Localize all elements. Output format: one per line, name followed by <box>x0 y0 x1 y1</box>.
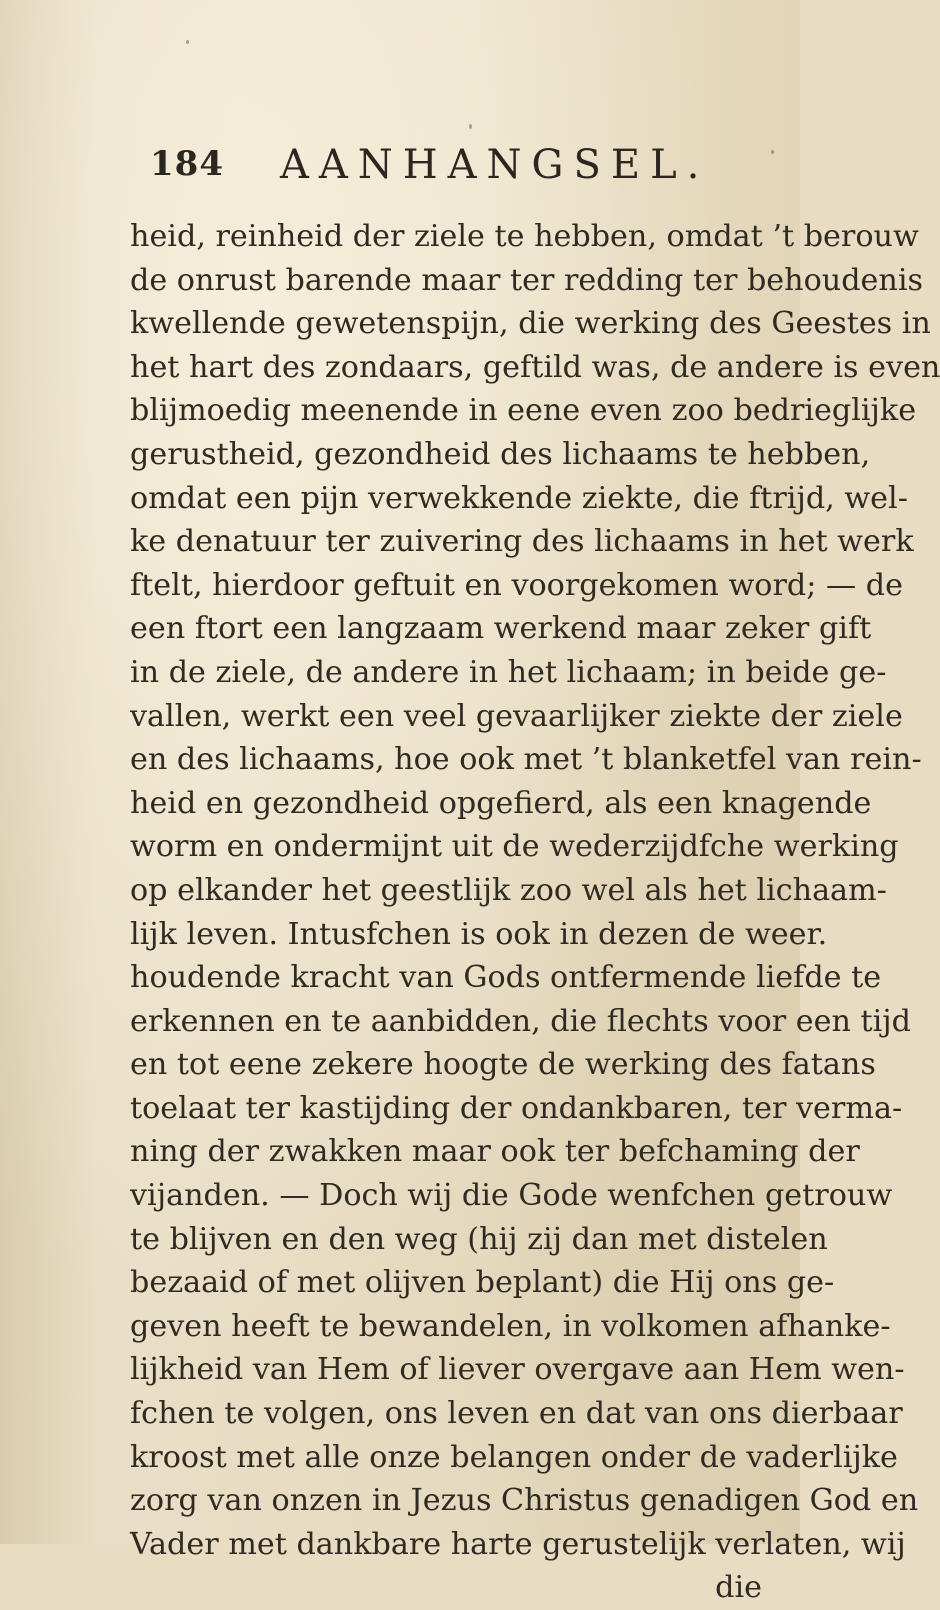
text-line: de onrust barende maar ter redding ter behoudenis <box>130 262 924 298</box>
page-number: 184 <box>150 144 224 184</box>
text-line: erkennen en te aanbidden, die flechts voor een tijd <box>130 1003 911 1039</box>
text-line: Vader met dankbare harte gerustelijk verlaten, wij <box>130 1526 906 1562</box>
text-line: fchen te volgen, ons leven en dat van ons dierbaar <box>130 1396 903 1432</box>
text-line: gerustheid, gezondheid des lichaams te hebben, <box>130 436 871 472</box>
paper-speck <box>186 40 189 44</box>
running-header <box>150 140 710 196</box>
text-line: toelaat ter kastijding der ondankbaren, ter verma- <box>130 1090 903 1126</box>
body-text <box>130 215 940 1610</box>
text-line: lijkheid van Hem of liever overgave aan Hem wen- <box>130 1352 905 1388</box>
text-line: te blijven en den weg (hij zij dan met distelen <box>130 1221 828 1257</box>
running-head-title: AANHANGSEL. <box>280 142 710 188</box>
text-line: in de ziele, de andere in het lichaam; in beide ge- <box>130 654 887 690</box>
text-line: op elkander het geestlijk zoo wel als het lichaam- <box>130 872 887 908</box>
text-line: een ftort een langzaam werkend maar zeker gift <box>130 611 872 647</box>
text-line: en des lichaams, hoe ook met ’t blanketfel van rein- <box>130 742 922 778</box>
text-line: heid en gezondheid opgefierd, als een knagende <box>130 785 872 821</box>
text-line: zorg van onzen in Jezus Christus genadigen God en <box>130 1483 919 1519</box>
text-line: het hart des zondaars, geftild was, de andere is even <box>130 349 940 385</box>
text-line: geven heeft te bewandelen, in volkomen afhanke- <box>130 1308 891 1344</box>
text-line: ftelt, hierdoor geftuit en voorgekomen word; — de <box>130 567 903 603</box>
paper-speck <box>469 124 472 129</box>
paper-speck <box>771 150 774 154</box>
text-line: worm en ondermijnt uit de wederzijdfche werking <box>130 829 899 865</box>
text-line: en tot eene zekere hoogte de werking des fatans <box>130 1047 876 1083</box>
text-line: heid, reinheid der ziele te hebben, omdat ’t berouw <box>130 219 919 254</box>
text-line: houdende kracht van Gods ontfermende liefde te <box>130 960 882 996</box>
catchword: die <box>715 1570 762 1606</box>
text-line: vallen, werkt een veel gevaarlijker ziekte der ziele <box>130 698 903 734</box>
text-line: kroost met alle onze belangen onder de vaderlijke <box>130 1439 898 1475</box>
text-line: vijanden. — Doch wij die Gode wenfchen getrouw <box>130 1178 893 1214</box>
text-line: lijk leven. Intusfchen is ook in dezen de weer. <box>130 916 828 952</box>
text-line: kwellende gewetenspijn, die werking des Geestes in <box>130 306 931 342</box>
text-line: ke denatuur ter zuivering des lichaams in het werk <box>130 524 914 560</box>
text-line: bezaaid of met olijven beplant) die Hij ons ge- <box>130 1265 835 1301</box>
text-line: blijmoedig meenende in eene even zoo bedrieglijke <box>130 393 917 429</box>
text-line: omdat een pijn verwekkende ziekte, die ftrijd, wel- <box>130 480 908 516</box>
text-line: ning der zwakken maar ook ter befchaming der <box>130 1134 860 1170</box>
